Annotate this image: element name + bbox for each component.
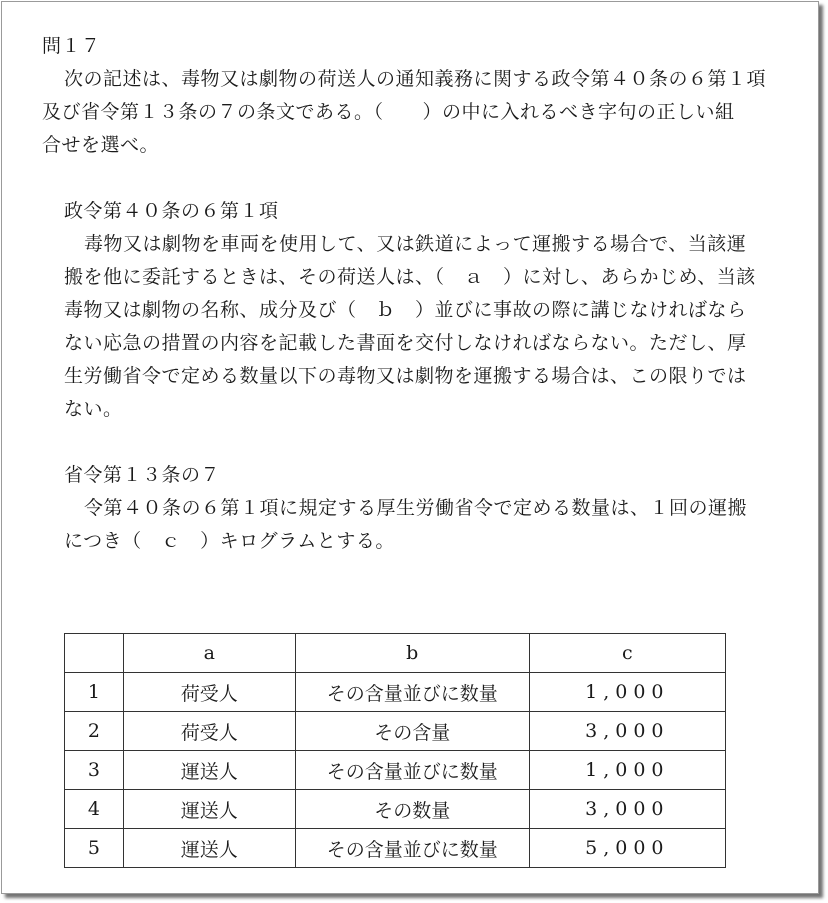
row-num: 2	[65, 712, 124, 751]
section2-line: 令第４０条の６第１項に規定する厚生労働省令で定める数量は、１回の運搬	[84, 497, 748, 519]
row-num: 4	[65, 790, 124, 829]
table-row	[65, 712, 726, 751]
section1-line: 毒物又は劇物を車両を使用して、又は鉄道によって運搬する場合で、当該運	[84, 233, 747, 255]
cell-b: その数量	[295, 790, 529, 829]
section1-line: ない応急の措置の内容を記載した書面を交付しなければならない。ただし、厚	[64, 332, 747, 354]
table-row	[65, 751, 726, 790]
cell-a: 運送人	[123, 829, 295, 868]
section1-line: ない。	[64, 398, 123, 420]
cell-a: 運送人	[123, 751, 295, 790]
section2-line: につき（ ｃ ）キログラムとする。	[64, 530, 395, 552]
cell-a: 荷受人	[123, 712, 295, 751]
cell-b: その含量	[295, 712, 529, 751]
section1-line: 搬を他に委託するときは、その荷送人は、（ ａ ）に対し、あらかじめ、当該	[64, 266, 756, 288]
header-num	[65, 634, 124, 673]
cell-a: 荷受人	[123, 673, 295, 712]
intro-line: 及び省令第１３条の７の条文である。（ ）の中に入れるべき字句の正しい組	[42, 101, 735, 123]
document-page	[1, 1, 819, 894]
answer-table	[64, 633, 726, 868]
header-b: b	[295, 634, 529, 673]
cell-c: 5,000	[529, 829, 725, 868]
row-num: 1	[65, 673, 124, 712]
table-row	[65, 673, 726, 712]
intro-line: 次の記述は、毒物又は劇物の荷送人の通知義務に関する政令第４０条の６第１項	[64, 68, 767, 90]
section2-heading: 省令第１３条の７	[64, 464, 221, 486]
cell-a: 運送人	[123, 790, 295, 829]
question-title: 問１７	[42, 35, 101, 57]
cell-b: その含量並びに数量	[295, 751, 529, 790]
row-num: 3	[65, 751, 124, 790]
table-header-row	[65, 634, 726, 673]
cell-c: 1,000	[529, 751, 725, 790]
section1-line: 生労働省令で定める数量以下の毒物又は劇物を運搬する場合は、この限りでは	[64, 365, 747, 387]
table-row	[65, 829, 726, 868]
header-c: c	[529, 634, 725, 673]
cell-b: その含量並びに数量	[295, 829, 529, 868]
cell-c: 3,000	[529, 712, 725, 751]
section1-heading: 政令第４０条の６第１項	[64, 200, 279, 222]
intro-line: 合せを選べ。	[42, 134, 160, 156]
cell-c: 1,000	[529, 673, 725, 712]
table-row	[65, 790, 726, 829]
section1-line: 毒物又は劇物の名称、成分及び（ ｂ ）並びに事故の際に講じなければなら	[64, 299, 747, 321]
row-num: 5	[65, 829, 124, 868]
header-a: a	[123, 634, 295, 673]
cell-b: その含量並びに数量	[295, 673, 529, 712]
cell-c: 3,000	[529, 790, 725, 829]
question-text	[42, 30, 802, 558]
